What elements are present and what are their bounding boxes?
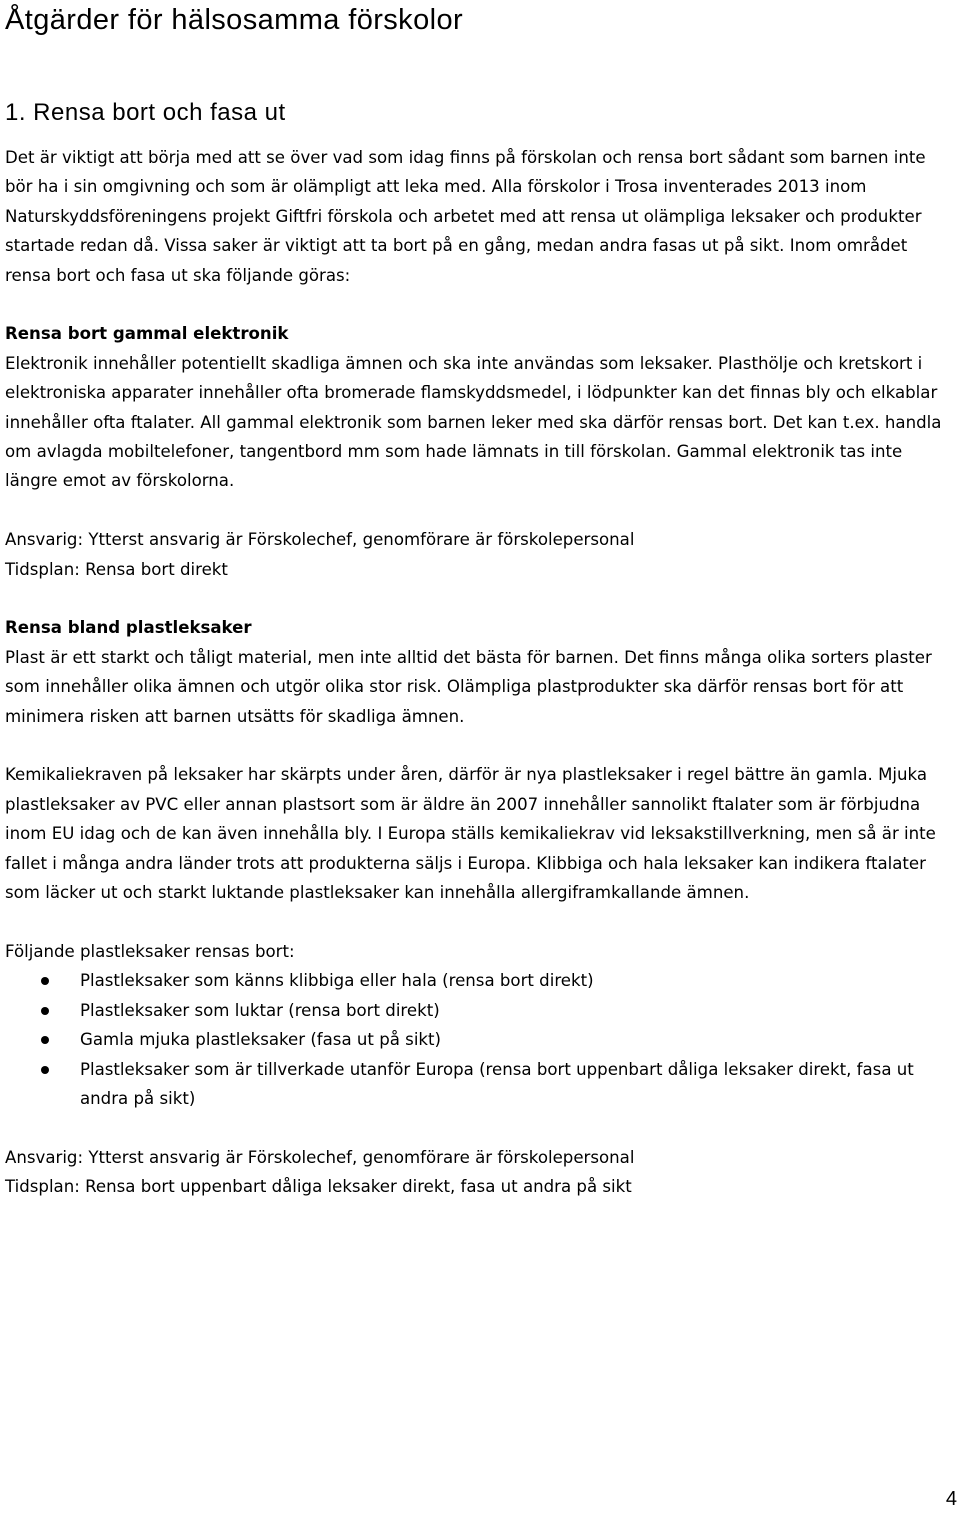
document-title: Åtgärder för hälsosamma förskolor — [5, 4, 464, 36]
electronics-schedule: Tidsplan: Rensa bort direkt — [5, 559, 228, 579]
spacer — [5, 731, 953, 760]
list-item — [5, 1055, 953, 1114]
bullet-icon — [41, 1066, 49, 1074]
spacer — [5, 908, 953, 937]
spacer — [5, 584, 953, 613]
plastics-list — [5, 966, 953, 1113]
electronics-paragraph: Elektronik innehåller potentiellt skadliga ämnen och ska inte användas som leksaker. Plasthölje och kretskort i elektroniska apparater innehåller ofta bromerade flamskyddsmedel, i lödpunkter kan det finnas bly och elkablar innehåller ofta ftalater. All gammal elektronik som barnen leker med ska därför rensas bort. Det kan t.ex. handla om avlagda mobiltelefoner, tangentbord mm som hade lämnats in till förskolan. Gammal elektronik tas inte längre emot av förskolorna. — [5, 353, 942, 491]
list-item — [5, 1025, 953, 1054]
list-item-text: Plastleksaker som känns klibbiga eller hala (rensa bort direkt) — [80, 971, 594, 991]
electronics-responsible: Ansvarig: Ytterst ansvarig är Förskolechef, genomförare är förskolepersonal — [5, 530, 635, 550]
plastics-responsible: Ansvarig: Ytterst ansvarig är Förskolechef, genomförare är förskolepersonal — [5, 1147, 635, 1167]
section-heading: 1. Rensa bort och fasa ut — [5, 99, 286, 126]
electronics-heading: Rensa bort gammal elektronik — [5, 324, 289, 344]
document-body — [5, 143, 953, 1202]
list-item-text: Gamla mjuka plastleksaker (fasa ut på sikt) — [80, 1030, 442, 1050]
bullet-icon — [41, 977, 49, 985]
spacer — [5, 496, 953, 525]
plastics-heading: Rensa bland plastleksaker — [5, 618, 252, 638]
list-item — [5, 966, 953, 995]
spacer — [5, 1113, 953, 1142]
bullet-icon — [41, 1036, 49, 1044]
plastics-schedule: Tidsplan: Rensa bort uppenbart dåliga leksaker direkt, fasa ut andra på sikt — [5, 1177, 632, 1197]
spacer — [5, 290, 953, 319]
bullet-icon — [41, 1007, 49, 1015]
plastics-list-intro: Följande plastleksaker rensas bort: — [5, 941, 295, 961]
plastics-paragraph-1: Plast är ett starkt och tåligt material, men inte alltid det bästa för barnen. Det finns många olika sorters plaster som innehåller olika ämnen och utgör olika stor risk. Olämpliga plastprodukter ska därför rensas bort för att minimera risken att barnen utsätts för skadliga ämnen. — [5, 647, 932, 726]
page-number: 4 — [945, 1488, 957, 1510]
intro-paragraph: Det är viktigt att börja med att se över vad som idag finns på förskolan och rensa bort sådant som barnen inte bör ha i sin omgivning och som är olämpligt att leka med. Alla förskolor i Trosa inventerades 2013 inom Naturskyddsföreningens projekt Giftfri förskola och arbetet med att rensa ut olämpliga leksaker och produkter startade redan då. Vissa saker är viktigt att ta bort på en gång, medan andra fasas ut på sikt. Inom området rensa bort och fasa ut ska följande göras: — [5, 148, 926, 285]
list-item — [5, 996, 953, 1025]
list-item-text: Plastleksaker som är tillverkade utanför Europa (rensa bort uppenbart dåliga leksaker direkt, fasa ut andra på sikt) — [80, 1059, 914, 1108]
list-item-text: Plastleksaker som luktar (rensa bort direkt) — [80, 1000, 440, 1020]
plastics-paragraph-2: Kemikaliekraven på leksaker har skärpts under åren, därför är nya plastleksaker i regel bättre än gamla. Mjuka plastleksaker av PVC eller annan plastsort som är äldre än 2007 innehåller sannolikt ftalater som är förbjudna inom EU idag och de kan även innehålla bly. I Europa ställs kemikaliekrav vid leksakstillverkning, men så är inte fallet i många andra länder trots att produkterna säljs i Europa. Klibbiga och hala leksaker kan indikera ftalater som läcker ut och starkt luktande plastleksaker kan innehålla allergiframkallande ämnen. — [5, 765, 936, 903]
